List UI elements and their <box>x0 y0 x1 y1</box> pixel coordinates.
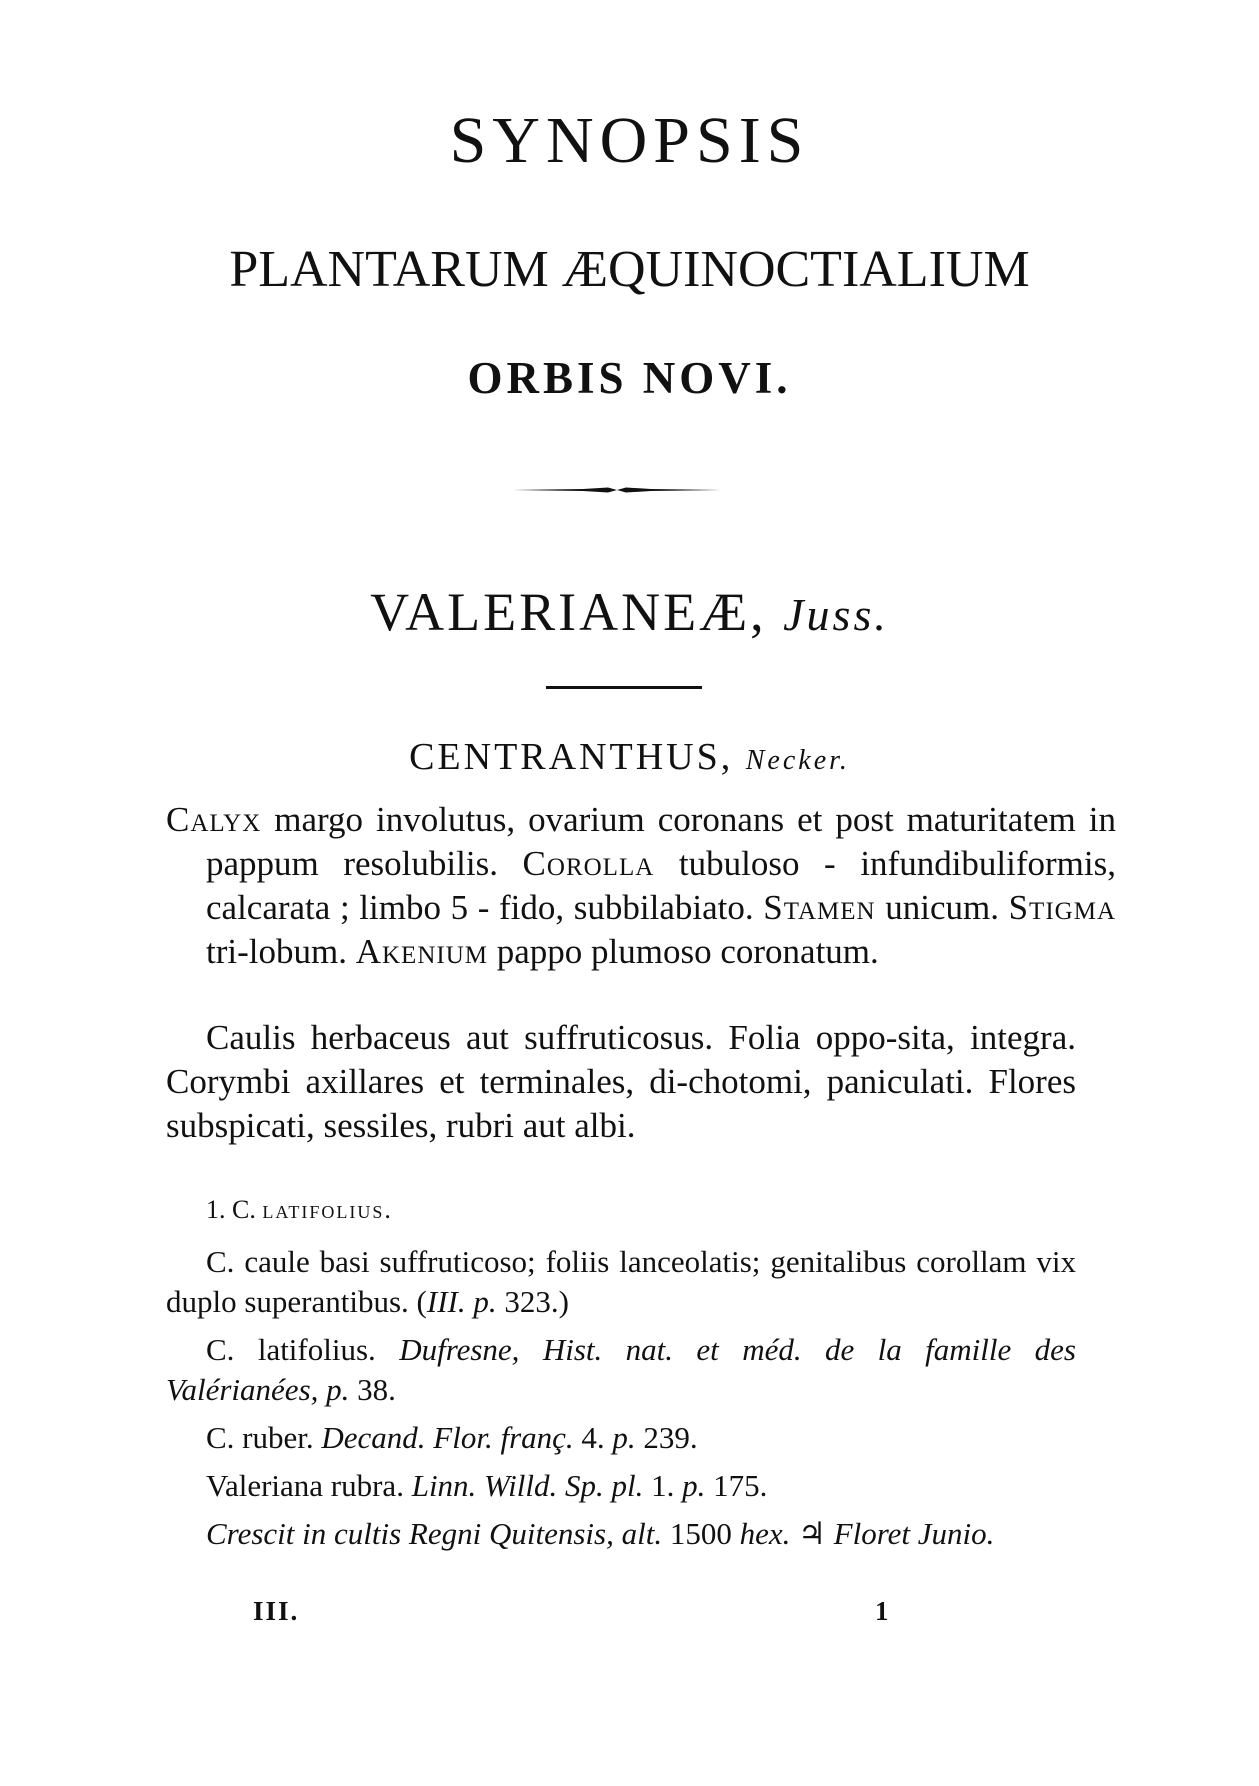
synonym-p: p. <box>612 1420 636 1455</box>
stigma-label: Stigma <box>1008 888 1116 927</box>
synonym-entry <box>166 1418 1076 1458</box>
synonym-volume: 4. <box>573 1420 613 1455</box>
calyx-label: Calyx <box>166 800 262 839</box>
synonym-name: C. latifolius. <box>206 1332 400 1367</box>
corolla-text: tubuloso - infundibuliformis, calcarata ; limbo 5 - fido, subbilabiato. <box>206 844 1116 927</box>
diagnosis-text: C. caule basi suffruticoso; foliis lanceolatis; genitalibus corollam vix duplo superantibus. ( <box>166 1244 1076 1319</box>
genus-authority: Necker. <box>745 745 850 776</box>
akenium-label: Akenium <box>355 932 488 971</box>
species-diagnosis <box>166 1242 1076 1322</box>
akenium-text: pappo plumoso coronatum. <box>487 932 879 971</box>
ornament-divider <box>513 487 721 493</box>
habitat-entry <box>166 1514 1076 1554</box>
habitat-text: Crescit in cultis Regni Quitensis, alt. <box>206 1516 663 1551</box>
stamen-label: Stamen <box>763 888 876 927</box>
synonym-reference: Dufresne, Hist. nat. et méd. de la famille des Valérianées, p. <box>166 1332 1076 1407</box>
genus-name: CENTRANTHUS, <box>409 736 746 778</box>
corolla-label: Corolla <box>522 844 655 883</box>
habitat-altitude: 1500 <box>662 1516 740 1551</box>
synonym-reference: Decand. Flor. franç. <box>321 1420 574 1455</box>
species-number: 1. C. <box>206 1195 263 1224</box>
section-rule <box>546 686 702 689</box>
signature-mark: III. <box>253 1596 300 1626</box>
synonym-page: 239. <box>635 1420 698 1455</box>
synonym-p: p. <box>682 1468 706 1503</box>
synonym-reference: Linn. Willd. Sp. pl. <box>411 1468 644 1503</box>
diagnosis-ref: III. p. <box>426 1284 497 1319</box>
stigma-text: tri-lobum. <box>206 932 356 971</box>
family-authority: Juss. <box>783 589 889 640</box>
title-line-3: ORBIS NOVI. <box>467 353 792 403</box>
species-heading <box>206 1195 393 1225</box>
synonym-entry <box>166 1466 1076 1506</box>
genus-heading <box>0 738 1259 776</box>
title-line-1: SYNOPSIS <box>449 104 810 177</box>
synonym-entry <box>166 1330 1076 1410</box>
flowering-text: Floret Junio. <box>833 1516 995 1551</box>
synonym-name: C. ruber. <box>206 1420 322 1455</box>
synonym-page: 175. <box>705 1468 768 1503</box>
page-number: 1 <box>875 1596 889 1626</box>
stamen-text: unicum. <box>875 888 1009 927</box>
diagnosis-ref-page: 323.) <box>496 1284 569 1319</box>
perennial-symbol: ♃ <box>790 1516 834 1551</box>
synonym-volume: 1. <box>643 1468 683 1503</box>
family-heading <box>0 582 1259 642</box>
habitat-unit: hex. <box>739 1516 791 1551</box>
family-name: VALERIANEÆ, <box>370 582 784 642</box>
synonym-name: Valeriana rubra. <box>206 1468 412 1503</box>
species-name: latifolius. <box>262 1195 393 1224</box>
calyx-text: margo involutus, ovarium coronans et post maturitatem in pappum resolubilis. <box>206 800 1116 883</box>
genus-description: Caulis herbaceus aut suffruticosus. Folia oppo-sita, integra. Corymbi axillares et terminales, di-chotomi, paniculati. Flores subspicati, sessiles, rubri aut albi. <box>166 1018 1076 1145</box>
title-line-2: PLANTARUM ÆQUINOCTIALIUM <box>229 241 1030 298</box>
species-entries <box>166 1242 1076 1562</box>
synonym-page: 38. <box>349 1372 396 1407</box>
genus-characters <box>166 798 1116 974</box>
